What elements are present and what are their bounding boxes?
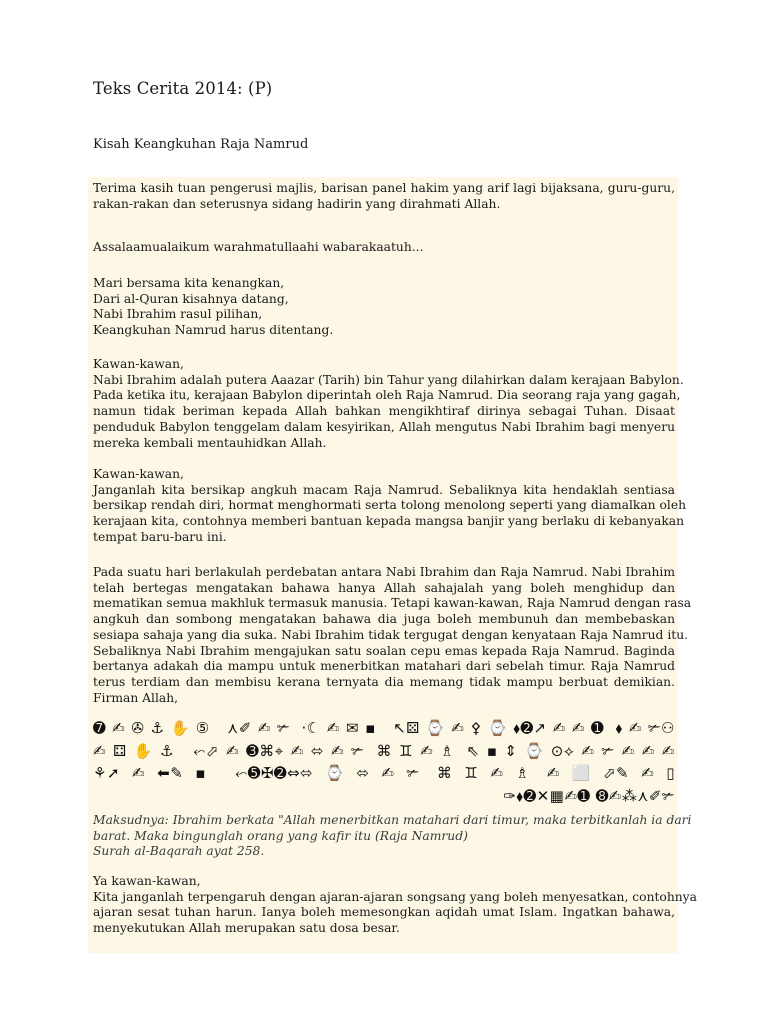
story-line: Firman Allah, (93, 690, 179, 705)
story-line: Sebaliknya Nabi Ibrahim mengajukan satu soalan cepu emas kepada Raja Namrud. Baginda (93, 643, 675, 658)
story-line: kerajaan kita, contohnya memberi bantuan kepada mangsa banjir yang berlaku di kebanyakan (93, 514, 685, 529)
story-line: mereka kembali mentauhidkan Allah. (93, 435, 327, 450)
ending-line: ajaran sesat tuhan harun. Ianya boleh memesongkan aqidah umat Islam. Ingatkan bahawa, (93, 905, 675, 920)
story-paragraph-3 (93, 565, 692, 706)
verse-glyph-line: ✑⬧➋✕▦✍➊ ➑✍⁂⋏✐✃ (503, 786, 675, 805)
poem-line: Nabi Ibrahim rasul pilihan, (93, 307, 263, 322)
story-line: telah bertegas mengatakan bahawa hanya Allah sahajalah yang boleh menghidup dan (93, 580, 675, 595)
story-line: mematikan semua makhluk termasuk manusia. Tetapi kawan-kawan, Raja Namrud dengan rasa (93, 596, 692, 611)
salam-line: Assalaamualaikum warahmatullaahi wabarakaatuh... (93, 240, 424, 254)
poem-line: Keangkuhan Namrud harus ditentang. (93, 323, 334, 338)
story-line: terus terdiam dan membisu kerana ternyata dia memang tidak mampu berbuat demikian. (93, 674, 675, 689)
translation-line: barat. Maka bingunglah orang yang kafir itu (Raja Namrud) (93, 828, 468, 843)
quran-verse-glyphs (93, 717, 675, 807)
ending-paragraph (93, 874, 697, 937)
story-line: sesiapa sahaja yang dia suka. Nabi Ibrahim tidak tergugat dengan kenyataan Raja Namrud itu. (93, 627, 689, 642)
poem-paragraph (93, 276, 675, 339)
story-line: Kawan-kawan, (93, 357, 184, 371)
story-line: Pada suatu hari berlakulah perdebatan antara Nabi Ibrahim dan Raja Namrud. Nabi Ibrahim (93, 565, 675, 579)
translation-line: Surah al-Baqarah ayat 258. (93, 844, 265, 859)
ending-line: menyekutukan Allah merupakan satu dosa besar. (93, 921, 400, 936)
greeting-line: rakan-rakan dan seterusnya sidang hadirin yang dirahmati Allah. (93, 196, 501, 211)
verse-glyph-line: ➐✍✇⚓✋⑤ ⋏✐✍✃ ·☾✍✉▪ ↖⚄⌚✍⚴⌚⬧➋↗✍✍➊ ⬧✍✃⚇ (93, 719, 675, 737)
story-paragraph-2 (93, 467, 687, 546)
verse-glyph-line: ⚘➚✍⬅✎▪ ⬿➎✠➋⇔⬄⌚⬄✍✃ ⌘♊✍♗ ✍⬜⬀✎✍▯ (93, 764, 675, 782)
story-line: Pada ketika itu, kerajaan Babylon diperintah oleh Raja Namrud. Dia seorang raja yang gagah, (93, 388, 681, 403)
poem-line: Dari al-Quran kisahnya datang, (93, 291, 289, 306)
story-line: Janganlah kita bersikap angkuh macam Raja Namrud. Sebaliknya kita hendaklah sentiasa (93, 482, 675, 497)
verse-glyph-line: ✍⚃✋⚓ ⬿⬀✍➌⌘⌖✍⬄✍✃ ⌘♊✍♗ ⇖▪⇕⌚⊙⟡✍✃✍✍✍ (93, 741, 675, 760)
story-line: namun tidak beriman kepada Allah bahkan mengikhtiraf dirinya sebagai Tuhan. Disaat (93, 404, 675, 419)
story-line: bertanya adakah dia mampu untuk menerbitkan matahari dari sebelah timur. Raja Namrud (93, 659, 675, 674)
document-title: Teks Cerita 2014: (P) (93, 79, 273, 98)
story-line: penduduk Babylon tenggelam dalam kesyirikan, Allah mengutus Nabi Ibrahim bagi menyeru (93, 419, 675, 434)
verse-translation (93, 813, 692, 860)
ending-line: Kita janganlah terpengaruh dengan ajaran-ajaran songsang yang boleh menyesatkan, contohnya (93, 889, 697, 904)
ending-line: Ya kawan-kawan, (93, 874, 201, 888)
salam-paragraph (93, 240, 675, 256)
story-line: bersikap rendah diri, hormat menghormati serta tolong menolong seperti yang diamalkan oleh (93, 498, 687, 513)
story-line: tempat baru-baru ini. (93, 529, 227, 544)
greeting-paragraph (93, 181, 675, 212)
greeting-line: Terima kasih tuan pengerusi majlis, barisan panel hakim yang arif lagi bijaksana, guru-guru, (93, 181, 675, 195)
story-line: Kawan-kawan, (93, 467, 184, 481)
story-line: Nabi Ibrahim adalah putera Aaazar (Tarih) bin Tahur yang dilahirkan dalam kerajaan Babylon. (93, 372, 684, 387)
translation-line: Maksudnya: Ibrahim berkata "Allah menerbitkan matahari dari timur, maka terbitkanlah ia dari (93, 813, 692, 827)
document-subtitle: Kisah Keangkuhan Raja Namrud (93, 137, 309, 152)
story-paragraph-1 (93, 357, 684, 451)
story-line: angkuh dan sombong mengatakan bahawa dia juga boleh membunuh dan membebaskan (93, 612, 675, 627)
poem-line: Mari bersama kita kenangkan, (93, 276, 285, 290)
